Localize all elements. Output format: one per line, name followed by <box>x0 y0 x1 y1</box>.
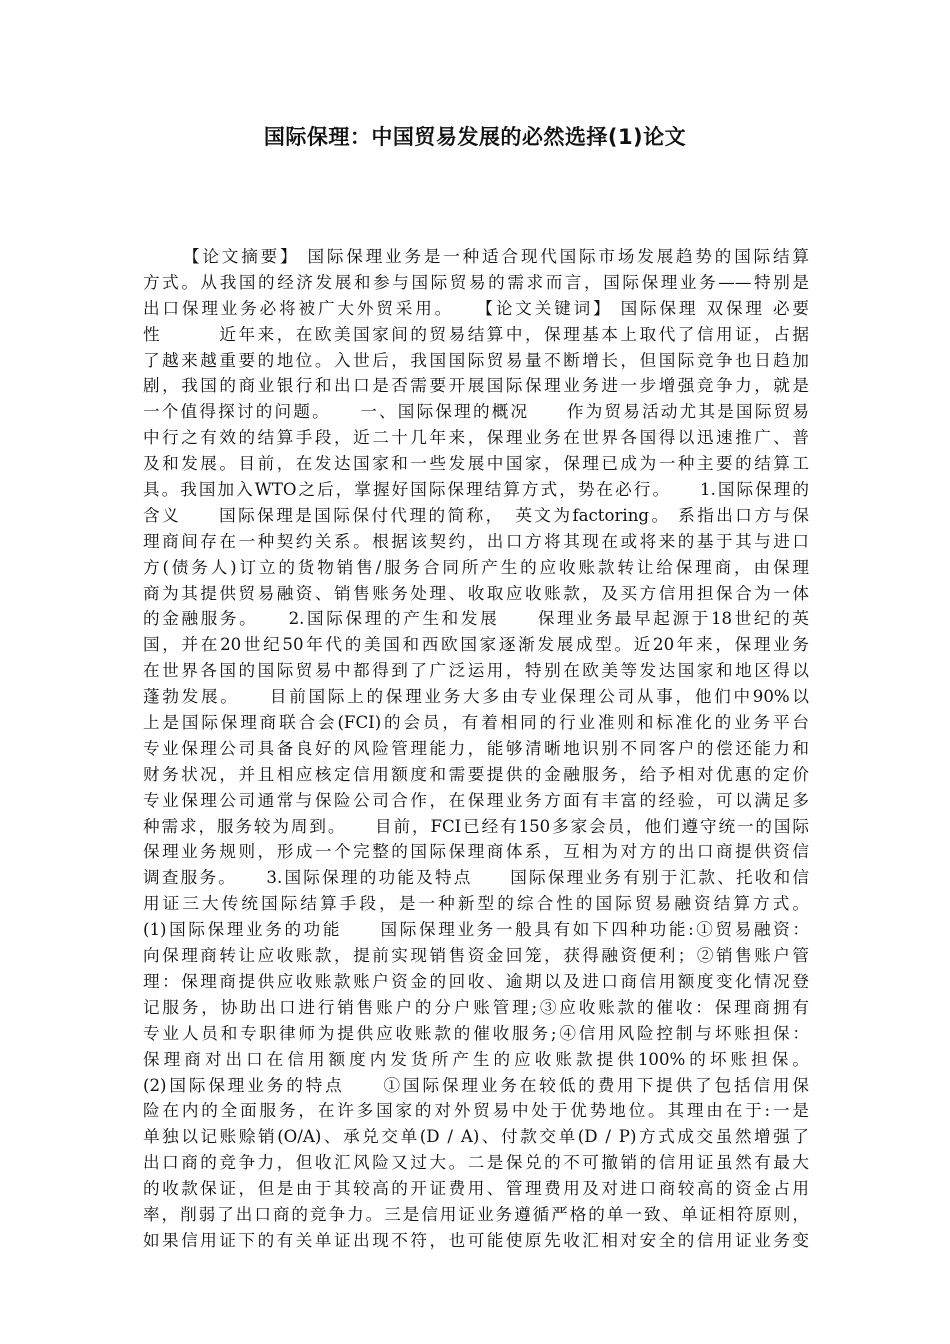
body-line: 方(债务人)订立的货物销售/服务合同所产生的应收账款转让给保理商，由保理 <box>143 557 809 577</box>
body-line: 蓬勃发展。 目前国际上的保理业务大多由专业保理公司从事，他们中90%以 <box>143 687 809 707</box>
body-line: 的金融服务。 2.国际保理的产生和发展 保理业务最早起源于18世纪的英 <box>143 609 809 629</box>
body-line: 一个值得探讨的问题。 一、国际保理的概况 作为贸易活动尤其是国际贸易 <box>143 402 809 422</box>
body-line: 率，削弱了出口商的竞争力。三是信用证业务遵循严格的单一致、单证相符原则， <box>143 1204 809 1224</box>
body-line: 【论文摘要】 国际保理业务是一种适合现代国际市场发展趋势的国际结算 <box>183 247 809 266</box>
body-line: 含义 国际保理是国际保付代理的简称， 英文为factoring。 系指出口方与保 <box>143 505 809 525</box>
body-line: 方式。从我国的经济发展和参与国际贸易的需求而言，国际保理业务——特别是 <box>143 272 809 292</box>
body-line: 理商间存在一种契约关系。根据该契约，出口方将其现在或将来的基于其与进口 <box>143 531 809 551</box>
document-title: 国际保理：中国贸易发展的必然选择(1)论文 <box>263 125 687 149</box>
body-line: 上是国际保理商联合会(FCI)的会员，有着相同的行业准则和标准化的业务平台 <box>143 713 809 733</box>
body-line: 调查服务。 3.国际保理的功能及特点 国际保理业务有别于汇款、托收和信 <box>143 868 809 888</box>
body-line: 单独以记账赊销(O/A)、承兑交单(D / A)、付款交单(D / P)方式成交虽然增强了 <box>143 1127 809 1147</box>
body-line: 及和发展。目前，在发达国家和一些发展中国家，保理已成为一种主要的结算工 <box>143 454 809 474</box>
body-line: 用证三大传统国际结算手段，是一种新型的综合性的国际贸易融资结算方式。 <box>143 894 809 914</box>
body-line: 保理业务规则，形成一个完整的国际保理商体系，互相为对方的出口商提供资信 <box>143 842 809 862</box>
body-line: 中行之有效的结算手段，近二十几年来，保理业务在世界各国得以迅速推广、普 <box>143 428 809 448</box>
document-body <box>143 244 809 1254</box>
body-line: 出口保理业务必将被广大外贸采用。 【论文关键词】 国际保理 双保理 必要 <box>143 298 809 318</box>
body-line: 商为其提供贸易融资、销售账务处理、收取应收账款，及买方信用担保合为一体 <box>143 583 809 603</box>
body-line: 专业保理公司具备良好的风险管理能力，能够清晰地识别不同客户的偿还能力和 <box>143 738 809 758</box>
body-line: 国，并在20世纪50年代的美国和西欧国家逐渐发展成型。近20年来，保理业务 <box>143 635 809 655</box>
body-line: 保理商对出口在信用额度内发货所产生的应收账款提供100%的坏账担保。 <box>143 1049 809 1069</box>
body-line: 记服务，协助出口进行销售账户的分户账管理;③应收账款的催收：保理商拥有 <box>143 997 809 1017</box>
body-line: 性 近年来，在欧美国家间的贸易结算中，保理基本上取代了信用证，占据 <box>143 324 809 344</box>
body-line: (2)国际保理业务的特点 ①国际保理业务在较低的费用下提供了包括信用保 <box>143 1075 809 1095</box>
body-line: 向保理商转让应收账款，提前实现销售资金回笼，获得融资便利；②销售账户管 <box>143 946 809 966</box>
body-line: 险在内的全面服务，在许多国家的对外贸易中处于优势地位。其理由在于:一是 <box>143 1101 809 1121</box>
body-line: 财务状况，并且相应核定信用额度和需要提供的金融服务，给予相对优惠的定价 <box>143 764 809 784</box>
body-line: 剧，我国的商业银行和出口是否需要开展国际保理业务进一步增强竞争力，就是 <box>143 376 809 396</box>
body-line: 如果信用证下的有关单证出现不符，也可能使原先收汇相对安全的信用证业务变 <box>143 1230 809 1250</box>
body-line: 专业人员和专职律师为提供应收账款的催收服务;④信用风险控制与坏账担保： <box>143 1023 809 1043</box>
body-line: 种需求，服务较为周到。 目前，FCI已经有150多家会员，他们遵守统一的国际 <box>143 816 809 836</box>
body-line: 出口商的竞争力，但收汇风险又过大。二是保兑的不可撤销的信用证虽然有最大 <box>143 1153 809 1173</box>
body-line: 理：保理商提供应收账款账户资金的回收、逾期以及进口商信用额度变化情况登 <box>143 971 809 991</box>
body-line: 的收款保证，但是由于其较高的开证费用、管理费用及对进口商较高的资金占用 <box>143 1179 809 1199</box>
body-line: 专业保理公司通常与保险公司合作，在保理业务方面有丰富的经验，可以满足多 <box>143 790 809 810</box>
body-line: 具。我国加入WTO之后，掌握好国际保理结算方式，势在必行。 1.国际保理的 <box>143 480 809 500</box>
body-line: (1)国际保理业务的功能 国际保理业务一般具有如下四种功能:①贸易融资： <box>143 920 809 940</box>
body-line: 了越来越重要的地位。入世后，我国国际贸易量不断增长，但国际竞争也日趋加 <box>143 350 809 370</box>
body-line: 在世界各国的国际贸易中都得到了广泛运用，特别在欧美等发达国家和地区得以 <box>143 661 809 681</box>
